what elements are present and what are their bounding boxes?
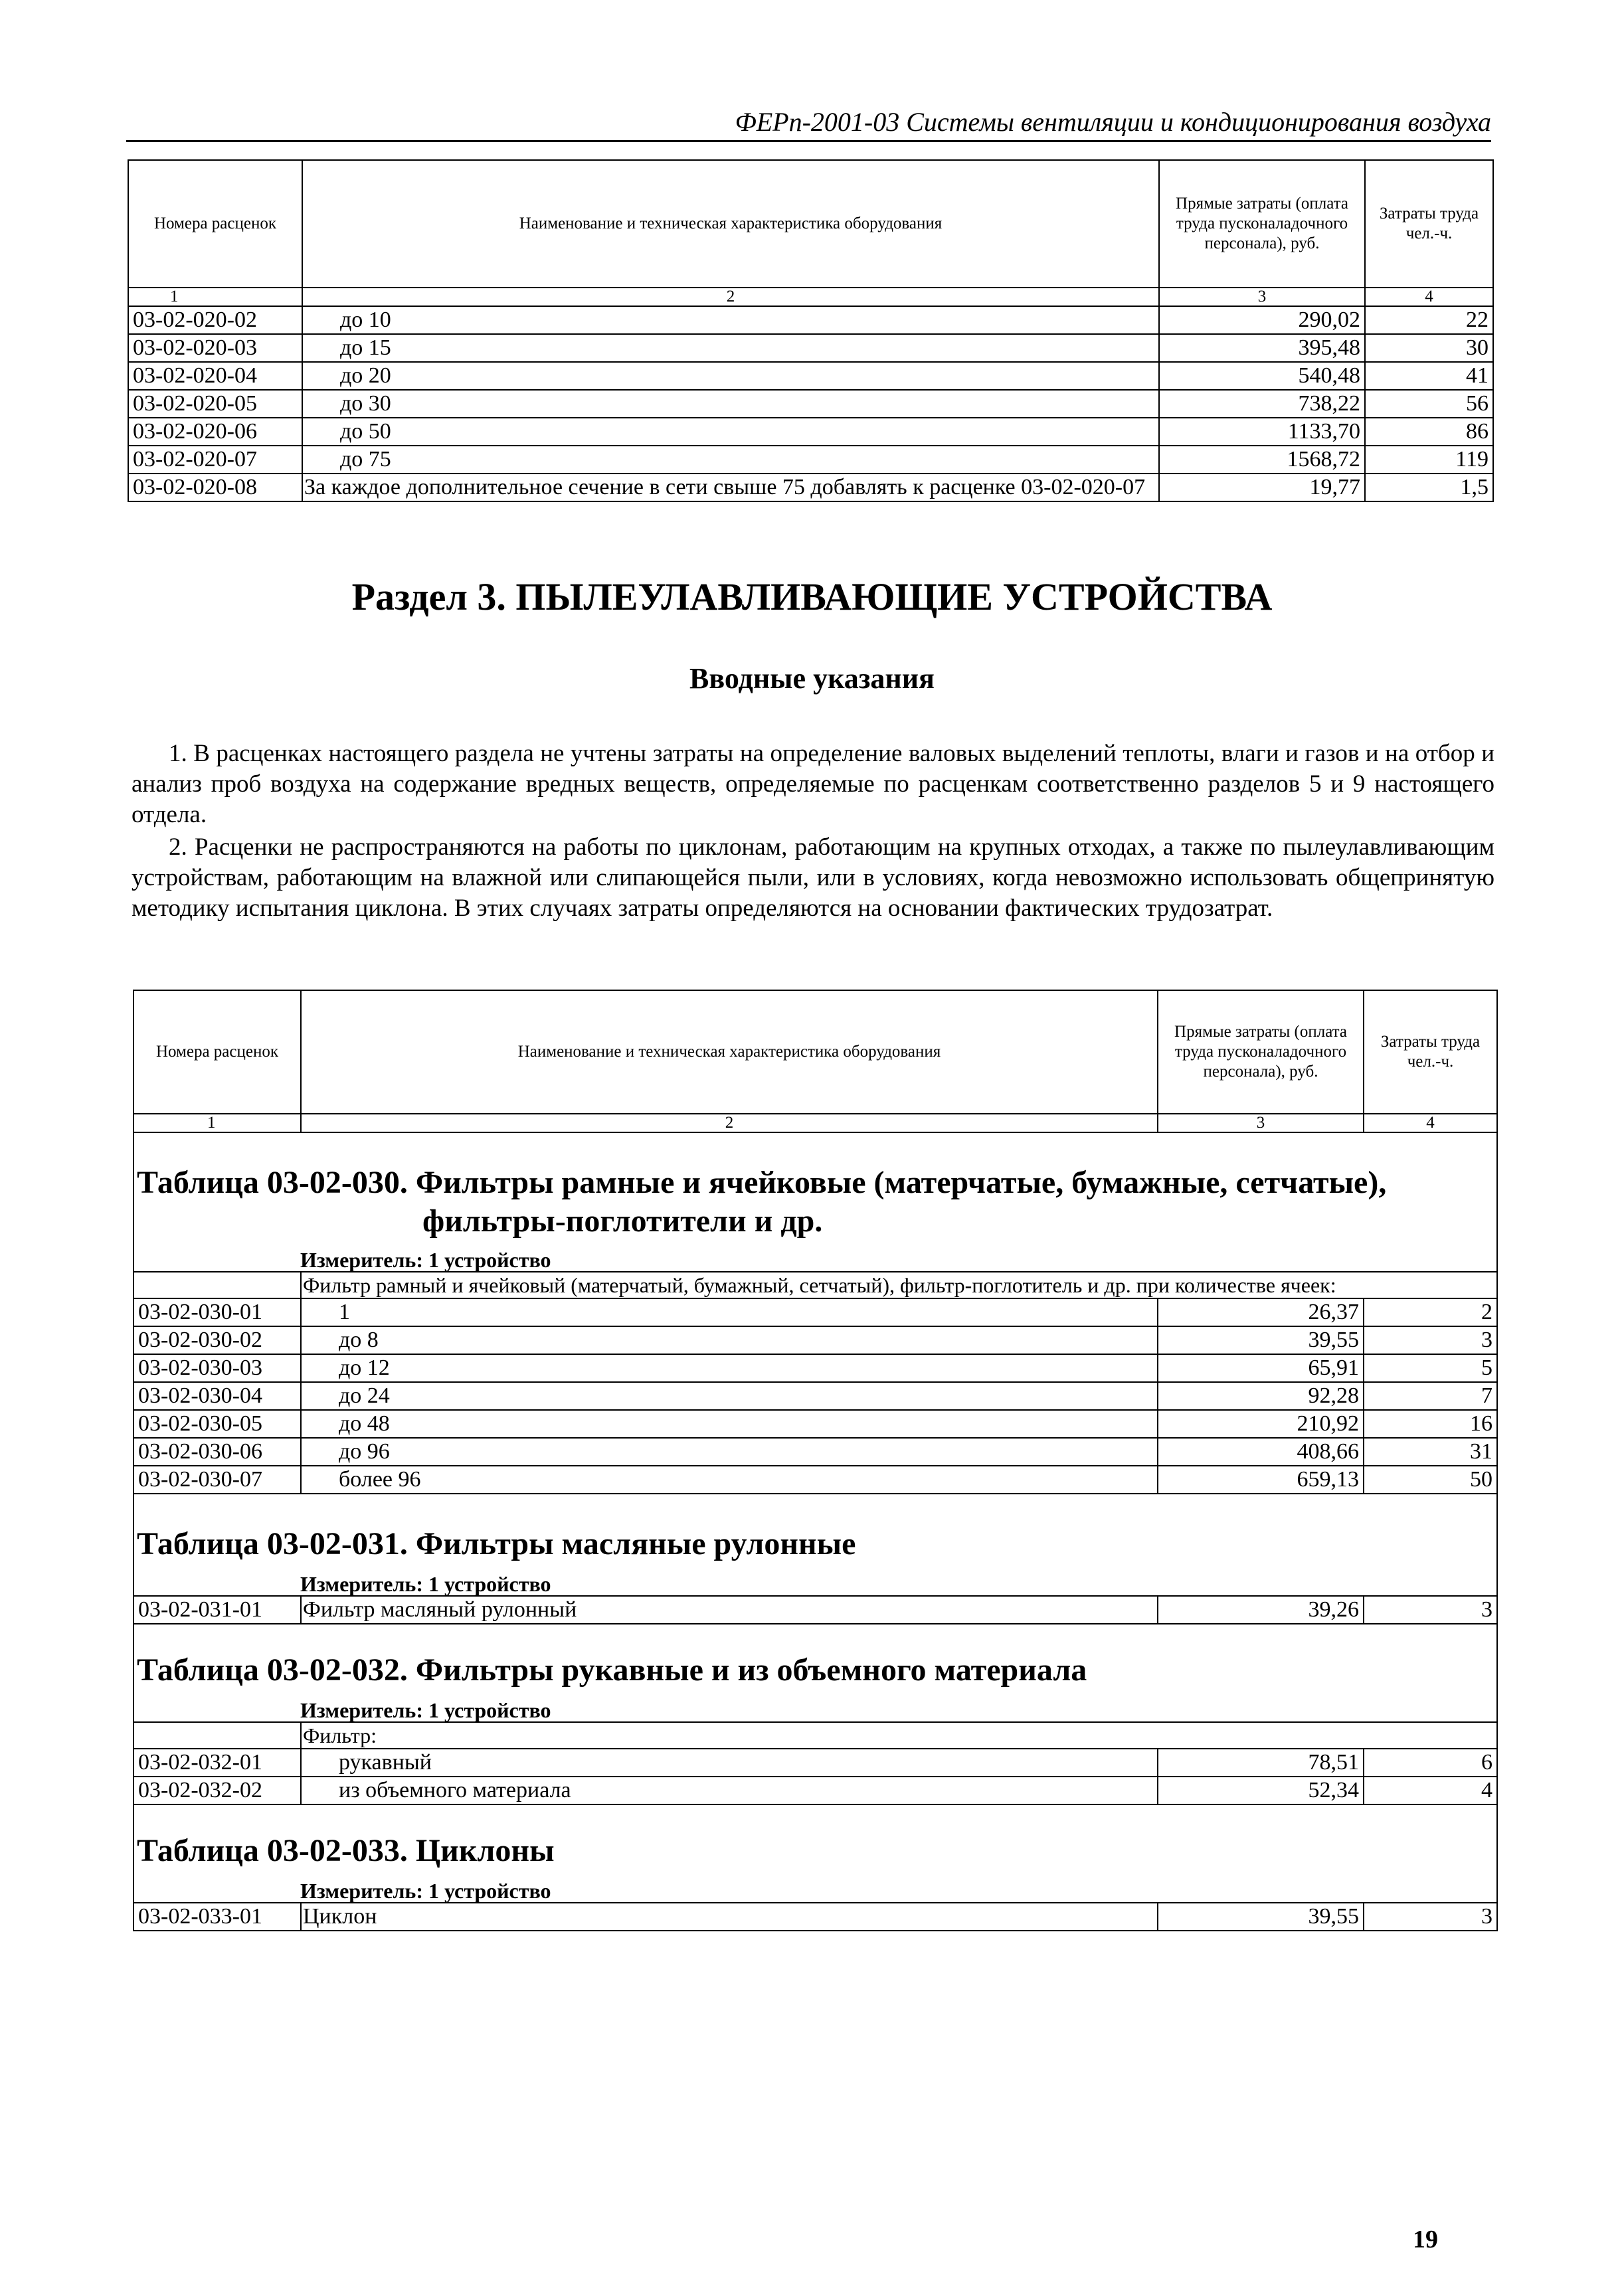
labor-cost: 30 <box>1365 334 1493 362</box>
running-head: ФЕРп-2001-03 Системы вентиляции и кондиционирования воздуха <box>126 106 1491 142</box>
direct-cost: 39,26 <box>1158 1596 1364 1624</box>
rate-code: 03-02-030-01 <box>134 1298 301 1326</box>
rate-code: 03-02-020-03 <box>128 334 302 362</box>
rate-code: 03-02-030-05 <box>134 1410 301 1438</box>
table-row <box>134 1749 1497 1777</box>
column-number: 2 <box>301 1114 1158 1132</box>
column-number: 3 <box>1158 1114 1364 1132</box>
table-row <box>134 1903 1497 1931</box>
equipment-name: рукавный <box>301 1749 1158 1777</box>
table-row <box>128 446 1493 474</box>
direct-cost: 408,66 <box>1158 1438 1364 1466</box>
header-direct-costs: Прямые затраты (оплата труда пусконаладочного персонала), руб. <box>1159 160 1365 288</box>
empty-cell <box>134 1272 301 1298</box>
table-header-row <box>128 160 1493 288</box>
equipment-name: Фильтр масляный рулонный <box>301 1596 1158 1624</box>
header-equipment-name: Наименование и техническая характеристика оборудования <box>302 160 1159 288</box>
labor-cost: 7 <box>1364 1382 1497 1410</box>
table-title-row <box>134 1624 1497 1690</box>
direct-cost: 92,28 <box>1158 1382 1364 1410</box>
equipment-name: 1 <box>301 1298 1158 1326</box>
direct-cost: 395,48 <box>1159 334 1365 362</box>
equipment-name: до 12 <box>301 1354 1158 1382</box>
direct-cost: 26,37 <box>1158 1298 1364 1326</box>
direct-cost: 78,51 <box>1158 1749 1364 1777</box>
measure-unit: Измеритель: 1 устройство <box>300 1248 551 1272</box>
measure-row <box>134 1563 1497 1596</box>
column-number-row <box>128 288 1493 306</box>
labor-cost: 50 <box>1364 1466 1497 1494</box>
labor-cost: 16 <box>1364 1410 1497 1438</box>
labor-cost: 86 <box>1365 418 1493 446</box>
direct-cost: 52,34 <box>1158 1777 1364 1804</box>
page-number: 19 <box>1413 2226 1438 2253</box>
subheading-text: Фильтр: <box>301 1722 1497 1749</box>
table-row <box>134 1354 1497 1382</box>
table-row <box>128 390 1493 418</box>
labor-cost: 119 <box>1365 446 1493 474</box>
equipment-name: Циклон <box>301 1903 1158 1931</box>
table-row <box>134 1438 1497 1466</box>
rate-code: 03-02-033-01 <box>134 1903 301 1931</box>
direct-cost: 290,02 <box>1159 306 1365 334</box>
header-rate-number: Номера расценок <box>128 160 302 288</box>
labor-cost: 3 <box>1364 1326 1497 1354</box>
rates-table-030-033 <box>133 990 1498 1931</box>
rate-code: 03-02-020-06 <box>128 418 302 446</box>
rate-code: 03-02-020-08 <box>128 474 302 501</box>
column-number: 4 <box>1365 288 1493 306</box>
column-number-row <box>134 1114 1497 1132</box>
equipment-name: до 20 <box>302 362 1159 390</box>
table-row <box>128 474 1493 501</box>
labor-cost: 6 <box>1364 1749 1497 1777</box>
intro-paragraph-1: 1. В расценках настоящего раздела не учтены затраты на определение валовых выделений теплоты, влаги и газов и на отбор и анализ проб воздуха на содержание вредных веществ, определяемые по расценкам соответственно разделов 5 и 9 настоящего отдела. <box>132 740 1494 828</box>
rates-table-020 <box>128 159 1494 502</box>
direct-cost: 1568,72 <box>1159 446 1365 474</box>
direct-cost: 659,13 <box>1158 1466 1364 1494</box>
equipment-name: до 10 <box>302 306 1159 334</box>
labor-cost: 4 <box>1364 1777 1497 1804</box>
labor-cost: 3 <box>1364 1903 1497 1931</box>
column-number: 2 <box>302 288 1159 306</box>
labor-cost: 41 <box>1365 362 1493 390</box>
direct-cost: 738,22 <box>1159 390 1365 418</box>
table-row <box>128 418 1493 446</box>
table-row <box>128 306 1493 334</box>
header-direct-costs: Прямые затраты (оплата труда пусконаладочного персонала), руб. <box>1158 990 1364 1114</box>
table-row <box>134 1382 1497 1410</box>
subheading-row <box>134 1722 1497 1749</box>
table-row <box>134 1410 1497 1438</box>
table-title-row <box>134 1494 1497 1563</box>
table-row <box>128 334 1493 362</box>
direct-cost: 540,48 <box>1159 362 1365 390</box>
equipment-name: до 15 <box>302 334 1159 362</box>
empty-cell <box>134 1722 301 1749</box>
measure-unit: Измеритель: 1 устройство <box>300 1698 551 1722</box>
equipment-name: до 75 <box>302 446 1159 474</box>
header-labor-costs: Затраты труда чел.-ч. <box>1364 990 1497 1114</box>
rate-code: 03-02-032-02 <box>134 1777 301 1804</box>
rate-code: 03-02-030-03 <box>134 1354 301 1382</box>
column-number: 4 <box>1364 1114 1497 1132</box>
rate-code: 03-02-030-02 <box>134 1326 301 1354</box>
column-number: 1 <box>128 288 302 306</box>
section-title: Раздел 3. ПЫЛЕУЛАВЛИВАЮЩИЕ УСТРОЙСТВА <box>351 575 1273 618</box>
equipment-name: более 96 <box>301 1466 1158 1494</box>
header-rate-number: Номера расценок <box>134 990 301 1114</box>
table-title: Таблица 03-02-030. Фильтры рамные и ячейковые (матерчатые, бумажные, сетчатые), <box>137 1165 1387 1200</box>
measure-row <box>134 1690 1497 1722</box>
equipment-name: из объемного материала <box>301 1777 1158 1804</box>
labor-cost: 56 <box>1365 390 1493 418</box>
subheading-text: Фильтр рамный и ячейковый (матерчатый, бумажный, сетчатый), фильтр-поглотитель и др. при количестве ячеек: <box>301 1272 1497 1298</box>
rate-code: 03-02-020-05 <box>128 390 302 418</box>
header-labor-costs: Затраты труда чел.-ч. <box>1365 160 1493 288</box>
table-row <box>134 1326 1497 1354</box>
rate-code: 03-02-030-07 <box>134 1466 301 1494</box>
measure-row <box>134 1241 1497 1272</box>
labor-cost: 31 <box>1364 1438 1497 1466</box>
rate-code: 03-02-030-06 <box>134 1438 301 1466</box>
table-title-row <box>134 1804 1497 1870</box>
labor-cost: 22 <box>1365 306 1493 334</box>
table-title: Таблица 03-02-033. Циклоны <box>137 1833 555 1868</box>
direct-cost: 39,55 <box>1158 1326 1364 1354</box>
intro-paragraph-2: 2. Расценки не распространяются на работы по циклонам, работающим на крупных отходах, а также по пылеулавливающим устройствам, работающим на влажной или слипающейся пыли, или в условиях, когда невозможно использовать общепринятую методику испытания циклона. В этих случаях затраты определяются на основании фактических трудозатрат. <box>132 833 1494 922</box>
table-row <box>128 362 1493 390</box>
header-equipment-name: Наименование и техническая характеристика оборудования <box>301 990 1158 1114</box>
direct-cost: 39,55 <box>1158 1903 1364 1931</box>
rate-code: 03-02-030-04 <box>134 1382 301 1410</box>
measure-unit: Измеритель: 1 устройство <box>300 1572 551 1596</box>
column-number: 1 <box>134 1114 301 1132</box>
labor-cost: 5 <box>1364 1354 1497 1382</box>
equipment-name: до 50 <box>302 418 1159 446</box>
table-title-continued: фильтры-поглотители и др. <box>422 1203 823 1239</box>
direct-cost: 1133,70 <box>1159 418 1365 446</box>
measure-row <box>134 1870 1497 1903</box>
table-title: Таблица 03-02-032. Фильтры рукавные и из объемного материала <box>137 1652 1087 1688</box>
column-number: 3 <box>1159 288 1365 306</box>
equipment-name: до 8 <box>301 1326 1158 1354</box>
labor-cost: 1,5 <box>1365 474 1493 501</box>
subheading-row <box>134 1272 1497 1298</box>
rate-code: 03-02-020-02 <box>128 306 302 334</box>
equipment-name: до 96 <box>301 1438 1158 1466</box>
equipment-name: За каждое дополнительное сечение в сети свыше 75 добавлять к расценке 03-02-020-07 <box>302 474 1159 501</box>
rate-code: 03-02-032-01 <box>134 1749 301 1777</box>
measure-unit: Измеритель: 1 устройство <box>300 1879 551 1903</box>
table-row <box>134 1596 1497 1624</box>
rate-code: 03-02-031-01 <box>134 1596 301 1624</box>
equipment-name: до 48 <box>301 1410 1158 1438</box>
labor-cost: 3 <box>1364 1596 1497 1624</box>
table-row <box>134 1777 1497 1804</box>
table-title-row <box>134 1132 1497 1241</box>
intro-title: Вводные указания <box>689 662 935 695</box>
equipment-name: до 24 <box>301 1382 1158 1410</box>
table-title: Таблица 03-02-031. Фильтры масляные рулонные <box>137 1526 856 1561</box>
rate-code: 03-02-020-07 <box>128 446 302 474</box>
table-header-row <box>134 990 1497 1114</box>
table-row <box>134 1298 1497 1326</box>
direct-cost: 65,91 <box>1158 1354 1364 1382</box>
labor-cost: 2 <box>1364 1298 1497 1326</box>
rate-code: 03-02-020-04 <box>128 362 302 390</box>
equipment-name: до 30 <box>302 390 1159 418</box>
table-row <box>134 1466 1497 1494</box>
direct-cost: 19,77 <box>1159 474 1365 501</box>
direct-cost: 210,92 <box>1158 1410 1364 1438</box>
